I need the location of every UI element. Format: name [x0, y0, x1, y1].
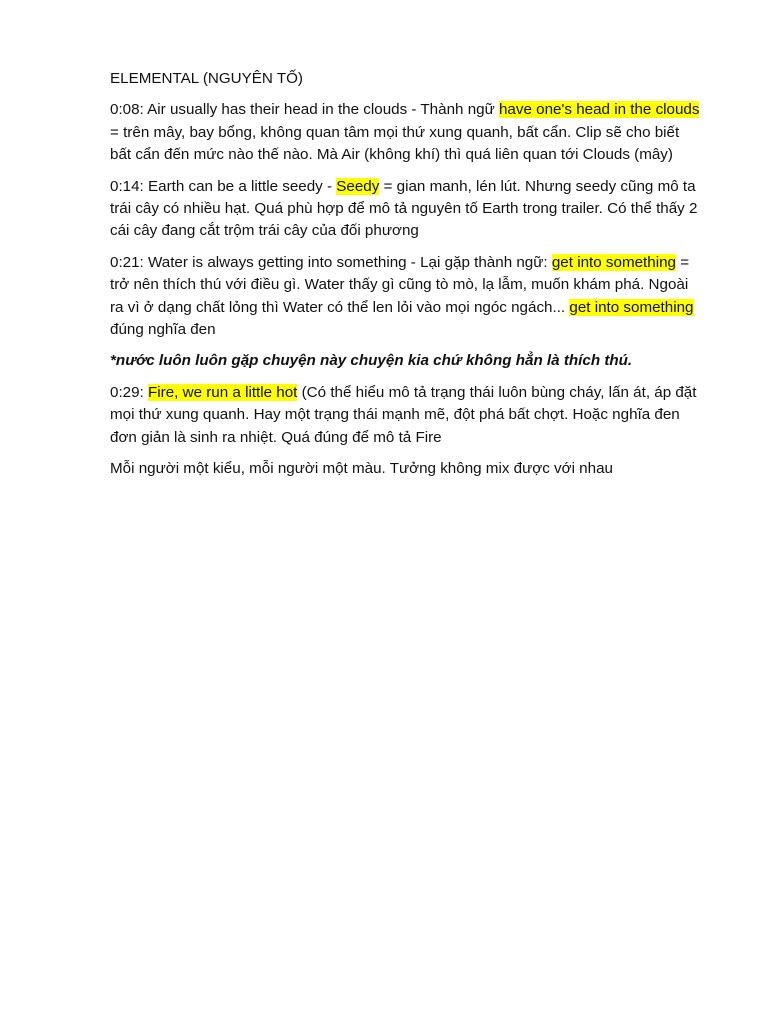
paragraph-earth-text-1: 0:14: Earth can be a little seedy - [110, 177, 337, 195]
paragraph-air-text-2: = trên mây, bay bổng, không quan tâm mọi thứ xung quanh, bất cẩn. Clip sẽ cho biết bất cẩn đến mức nào thế nào. Mà Air (không khí) thì quá liên quan tới Clouds (mây) [110, 123, 680, 164]
document-page [110, 68, 700, 490]
highlight-get-into-something-2: get into something [569, 298, 694, 316]
paragraph-fire [110, 382, 700, 449]
highlight-fire-we-run-a-little-hot: Fire, we run a little hot [148, 383, 298, 401]
highlight-have-ones-head-in-the-clouds: have one's head in the clouds [498, 101, 700, 119]
highlight-seedy: Seedy [336, 177, 380, 195]
paragraph-air-text-1: 0:08: Air usually has their head in the clouds - Thành ngữ [110, 101, 499, 119]
paragraph-water-text-1: 0:21: Water is always getting into something - Lại gặp thành ngữ: [110, 253, 552, 271]
paragraph-fire-text-2: (Có thể hiểu mô tả trạng thái luôn bùng cháy, lấn át, áp đặt mọi thứ xung quanh. Hay một trạng thái mạnh mẽ, đột phá bất chợt. Hoặc nghĩa đen đơn giản là sinh ra nhiệt. Quá đúng để mô tả Fire [110, 383, 697, 446]
paragraph-water [110, 252, 700, 342]
paragraph-earth-text-2: = gian manh, lén lút. Nhưng seedy cũng mô ta trái cây có nhiều hạt. Quá phù hợp để mô tả nguyên tố Earth trong trailer. Có thể thấy 2 cái cây đang cắt trộm trái cây của đối phương [110, 177, 698, 240]
highlight-get-into-something: get into something [551, 253, 676, 271]
paragraph-water-text-3: đúng nghĩa đen [110, 321, 216, 339]
paragraph-air [110, 99, 700, 166]
water-note: *nước luôn luôn gặp chuyện này chuyện kia chứ không hẳn là thích thú. [110, 352, 633, 370]
document-title: ELEMENTAL (NGUYÊN TỐ) [110, 70, 303, 87]
closing-paragraph: Mỗi người một kiểu, mỗi người một màu. Tưởng không mix được với nhau [110, 460, 613, 478]
paragraph-water-text-2: = trở nên thích thú với điều gì. Water thấy gì cũng tò mò, lạ lẫm, muốn khám phá. Ngoài ra vì ở dạng chất lỏng thì Water có thể len lỏi vào mọi ngóc ngách... [110, 253, 690, 316]
paragraph-earth [110, 176, 700, 243]
paragraph-fire-text-1: 0:29: [110, 383, 148, 401]
